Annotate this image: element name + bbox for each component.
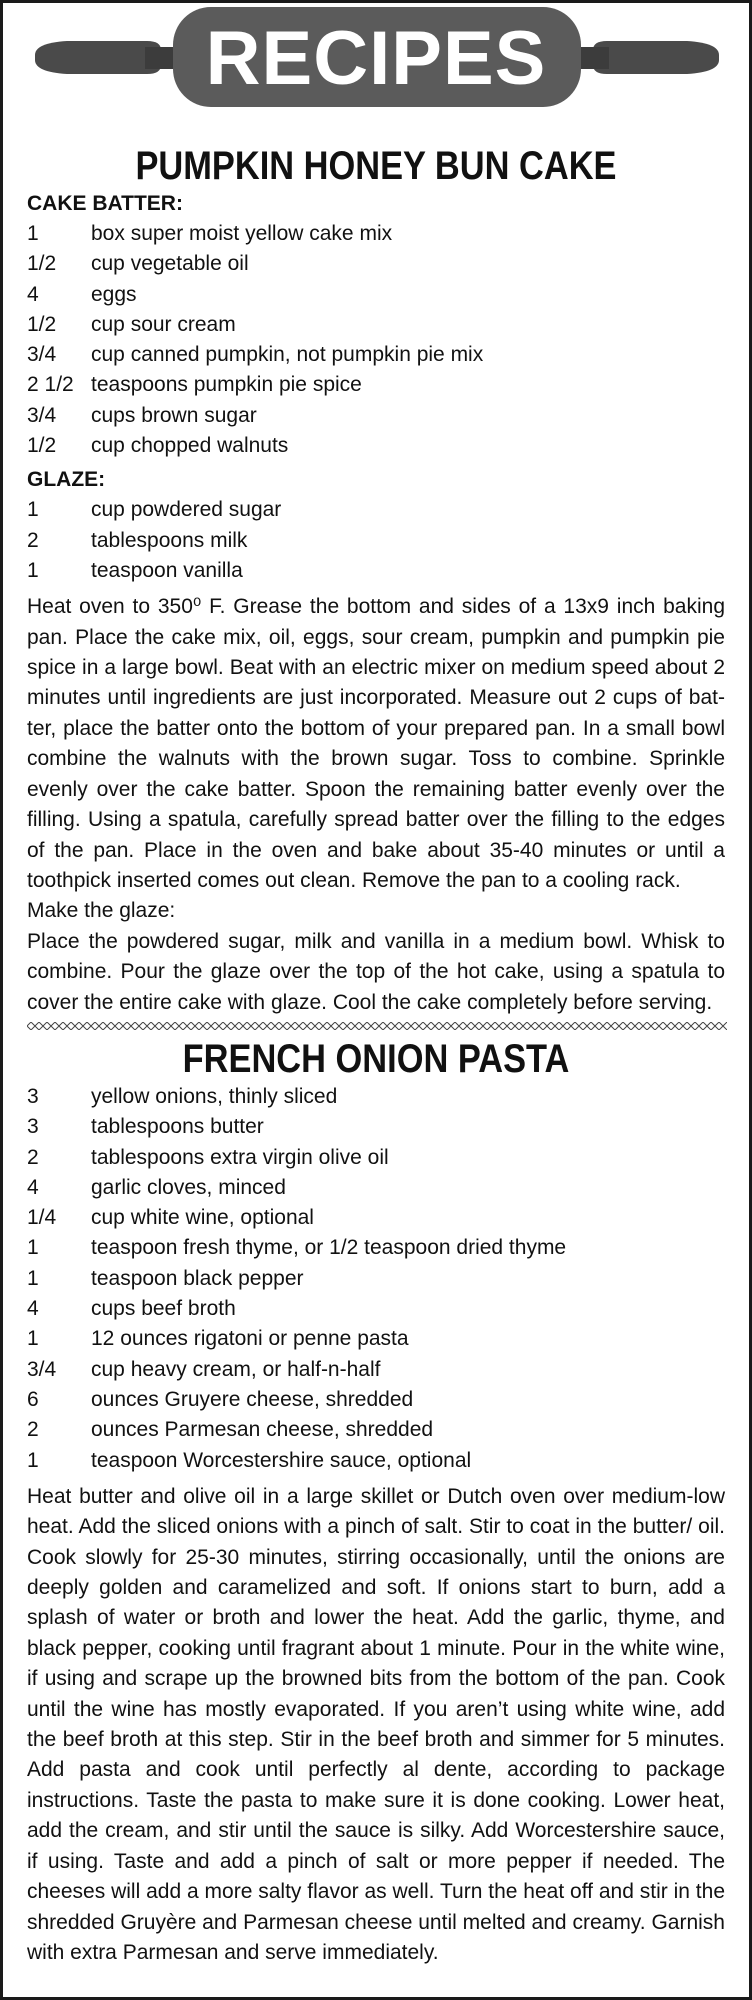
ingredient-row bbox=[27, 219, 725, 249]
ingredient-item: cup white wine, optional bbox=[91, 1206, 314, 1230]
ingredient-qty: 3/4 bbox=[27, 343, 57, 367]
ingredient-item: teaspoon fresh thyme, or 1/2 teaspoon dried thyme bbox=[91, 1236, 567, 1260]
ingredient-qty: 1/2 bbox=[27, 434, 57, 458]
ingredient-item: cup canned pumpkin, not pumpkin pie mix bbox=[91, 343, 484, 367]
ingredient-row bbox=[27, 310, 725, 340]
ingredient-item: teaspoons pumpkin pie spice bbox=[91, 373, 362, 397]
ingredient-row bbox=[27, 1203, 725, 1233]
ingredient-item: cup powdered sugar bbox=[91, 498, 282, 522]
ingredient-row bbox=[27, 1143, 725, 1173]
pasta-directions: Heat butter and olive oil in a large skillet or Dutch oven over medium-low heat. Add the sliced onions with a pinch of salt. Stir to coat in the butter/ oil. Cook slowly for 25-30 minutes, stirring occasionally, until the onions are deeply golden and caramelized and soft. If onions start to burn, add a splash of water or broth and lower the heat. Add the garlic, thyme, and black pepper, cooking until fragrant about 1 minute. Pour in the white wine, if using and scrape up the browned bits from the bottom of the pan. Cook until the wine has mostly evaporated. If you aren’t using white wine, add the beef broth at this step. Stir in the beef broth and simmer for 5 minutes. Add pasta and cook until perfectly al dente, according to package instructions. Taste the pasta to make sure it is done cooking. Lower heat, add the cream, and stir until the sauce is silky. Add Worcestershire sauce, if using. Taste and add a pinch of salt or more pepper if needed. The cheeses will add a more salty flavor as well. Turn the heat off and stir in the shredded Gruyère and Parmesan cheese until melted and creamy. Garnish with extra Parmesan and serve immediately. bbox=[27, 1484, 725, 1964]
ingredient-qty: 1/2 bbox=[27, 312, 57, 336]
ingredient-row bbox=[27, 1264, 725, 1294]
ingredient-item: 12 ounces rigatoni or penne pasta bbox=[91, 1327, 409, 1351]
ingredient-item: cup heavy cream, or half-n-half bbox=[91, 1357, 381, 1381]
section-divider bbox=[27, 1022, 725, 1030]
ingredient-qty: 1/2 bbox=[27, 252, 57, 276]
ingredient-qty: 2 1/2 bbox=[27, 373, 74, 397]
ingredient-qty: 1 bbox=[27, 1448, 39, 1472]
ingredient-row bbox=[27, 1446, 725, 1476]
ingredient-row bbox=[27, 370, 725, 400]
ingredient-qty: 1 bbox=[27, 1236, 39, 1260]
pasta-ingredients-list bbox=[27, 1082, 725, 1476]
ingredient-qty: 1 bbox=[27, 1266, 39, 1290]
cake-directions: Heat oven to 350⁰ F. Grease the bottom and sides of a 13x9 inch baking pan. Place the cake mix, oil, eggs, sour cream, pumpkin and pumpkin pie spice in a large bowl. Beat with an electric mixer on medium speed about 2 minutes until ingredients are just incorporated. Measure out 2 cups of batter, place the batter onto the bottom of your prepared pan. In a small bowl combine the walnuts with the brown sugar. Toss to combine. Sprinkle evenly over the cake batter. Spoon the remaining batter evenly over the filling. Using a spatula, carefully spread batter over the filling to the edges of the pan. Place in the oven and bake about 35-40 minutes or until a toothpick inserted comes out clean. Remove the pan to a cooling rack. bbox=[27, 595, 725, 892]
ingredient-item: tablespoons milk bbox=[91, 528, 248, 552]
ingredient-qty: 2 bbox=[27, 528, 39, 552]
ingredient-item: eggs bbox=[91, 282, 137, 306]
ingredient-row bbox=[27, 495, 725, 525]
ingredient-row bbox=[27, 556, 725, 586]
ingredient-row bbox=[27, 249, 725, 279]
recipes-banner bbox=[27, 3, 725, 123]
ingredient-row bbox=[27, 280, 725, 310]
ingredient-item: teaspoon vanilla bbox=[91, 558, 243, 582]
ingredient-item: ounces Parmesan cheese, shredded bbox=[91, 1418, 434, 1442]
ingredient-qty: 4 bbox=[27, 282, 39, 306]
recipe-title-pumpkin: PUMPKIN HONEY BUN CAKE bbox=[135, 144, 617, 188]
ingredient-item: cup vegetable oil bbox=[91, 252, 249, 276]
recipe-title-onion-pasta: FRENCH ONION PASTA bbox=[182, 1036, 570, 1081]
ingredient-item: box super moist yellow cake mix bbox=[91, 222, 393, 245]
cake-batter-label: CAKE BATTER: bbox=[27, 192, 183, 215]
ingredient-row bbox=[27, 1173, 725, 1203]
ingredient-qty: 3/4 bbox=[27, 403, 57, 427]
ingredient-row bbox=[27, 1082, 725, 1112]
cake-batter-list bbox=[27, 219, 725, 461]
ingredient-row bbox=[27, 401, 725, 431]
ingredient-item: cups beef broth bbox=[91, 1297, 236, 1321]
ingredient-qty: 3/4 bbox=[27, 1357, 57, 1381]
ingredient-qty: 1 bbox=[27, 222, 39, 245]
ingredient-qty: 4 bbox=[27, 1175, 39, 1199]
ingredient-item: cup sour cream bbox=[91, 312, 236, 336]
ingredient-qty: 1/4 bbox=[27, 1206, 57, 1230]
ingredient-item: yellow onions, thinly sliced bbox=[91, 1084, 338, 1108]
banner-title: RECIPES bbox=[205, 16, 547, 101]
ingredient-item: garlic cloves, minced bbox=[91, 1175, 286, 1199]
ingredient-item: cup chopped walnuts bbox=[91, 434, 289, 458]
ingredient-item: cups brown sugar bbox=[91, 403, 257, 427]
ingredient-row bbox=[27, 1294, 725, 1324]
ingredient-row bbox=[27, 1112, 725, 1142]
ingredient-row bbox=[27, 1355, 725, 1385]
ingredient-item: tablespoons butter bbox=[91, 1115, 264, 1139]
glaze-list bbox=[27, 495, 725, 586]
ingredient-row bbox=[27, 1415, 725, 1445]
glaze-heading: Make the glaze: bbox=[27, 899, 176, 923]
ingredient-item: teaspoon Worcestershire sauce, optional bbox=[91, 1448, 472, 1472]
ingredient-row bbox=[27, 526, 725, 556]
ingredient-row bbox=[27, 1385, 725, 1415]
ingredient-item: tablespoons extra virgin olive oil bbox=[91, 1145, 389, 1169]
ingredient-qty: 1 bbox=[27, 1327, 39, 1351]
ingredient-item: teaspoon black pepper bbox=[91, 1266, 304, 1290]
ingredient-row bbox=[27, 1233, 725, 1263]
glaze-directions: Place the powdered sugar, milk and vanilla in a medium bowl. Whisk to combine. Pour the glaze over the top of the hot cake, using a spatula to cover the entire cake with glaze. Cool the cake completely before serving. bbox=[27, 929, 725, 1014]
ingredient-row bbox=[27, 431, 725, 461]
ingredient-qty: 2 bbox=[27, 1418, 39, 1442]
ingredient-qty: 3 bbox=[27, 1115, 39, 1139]
ingredient-qty: 1 bbox=[27, 558, 39, 582]
ingredient-qty: 3 bbox=[27, 1084, 39, 1108]
ingredient-qty: 1 bbox=[27, 498, 39, 522]
ingredient-qty: 2 bbox=[27, 1145, 39, 1169]
ingredient-qty: 4 bbox=[27, 1297, 39, 1321]
glaze-label: GLAZE: bbox=[27, 468, 106, 492]
ingredient-item: ounces Gruyere cheese, shredded bbox=[91, 1387, 414, 1411]
ingredient-row bbox=[27, 340, 725, 370]
ingredient-qty: 6 bbox=[27, 1387, 39, 1411]
ingredient-row bbox=[27, 1324, 725, 1354]
